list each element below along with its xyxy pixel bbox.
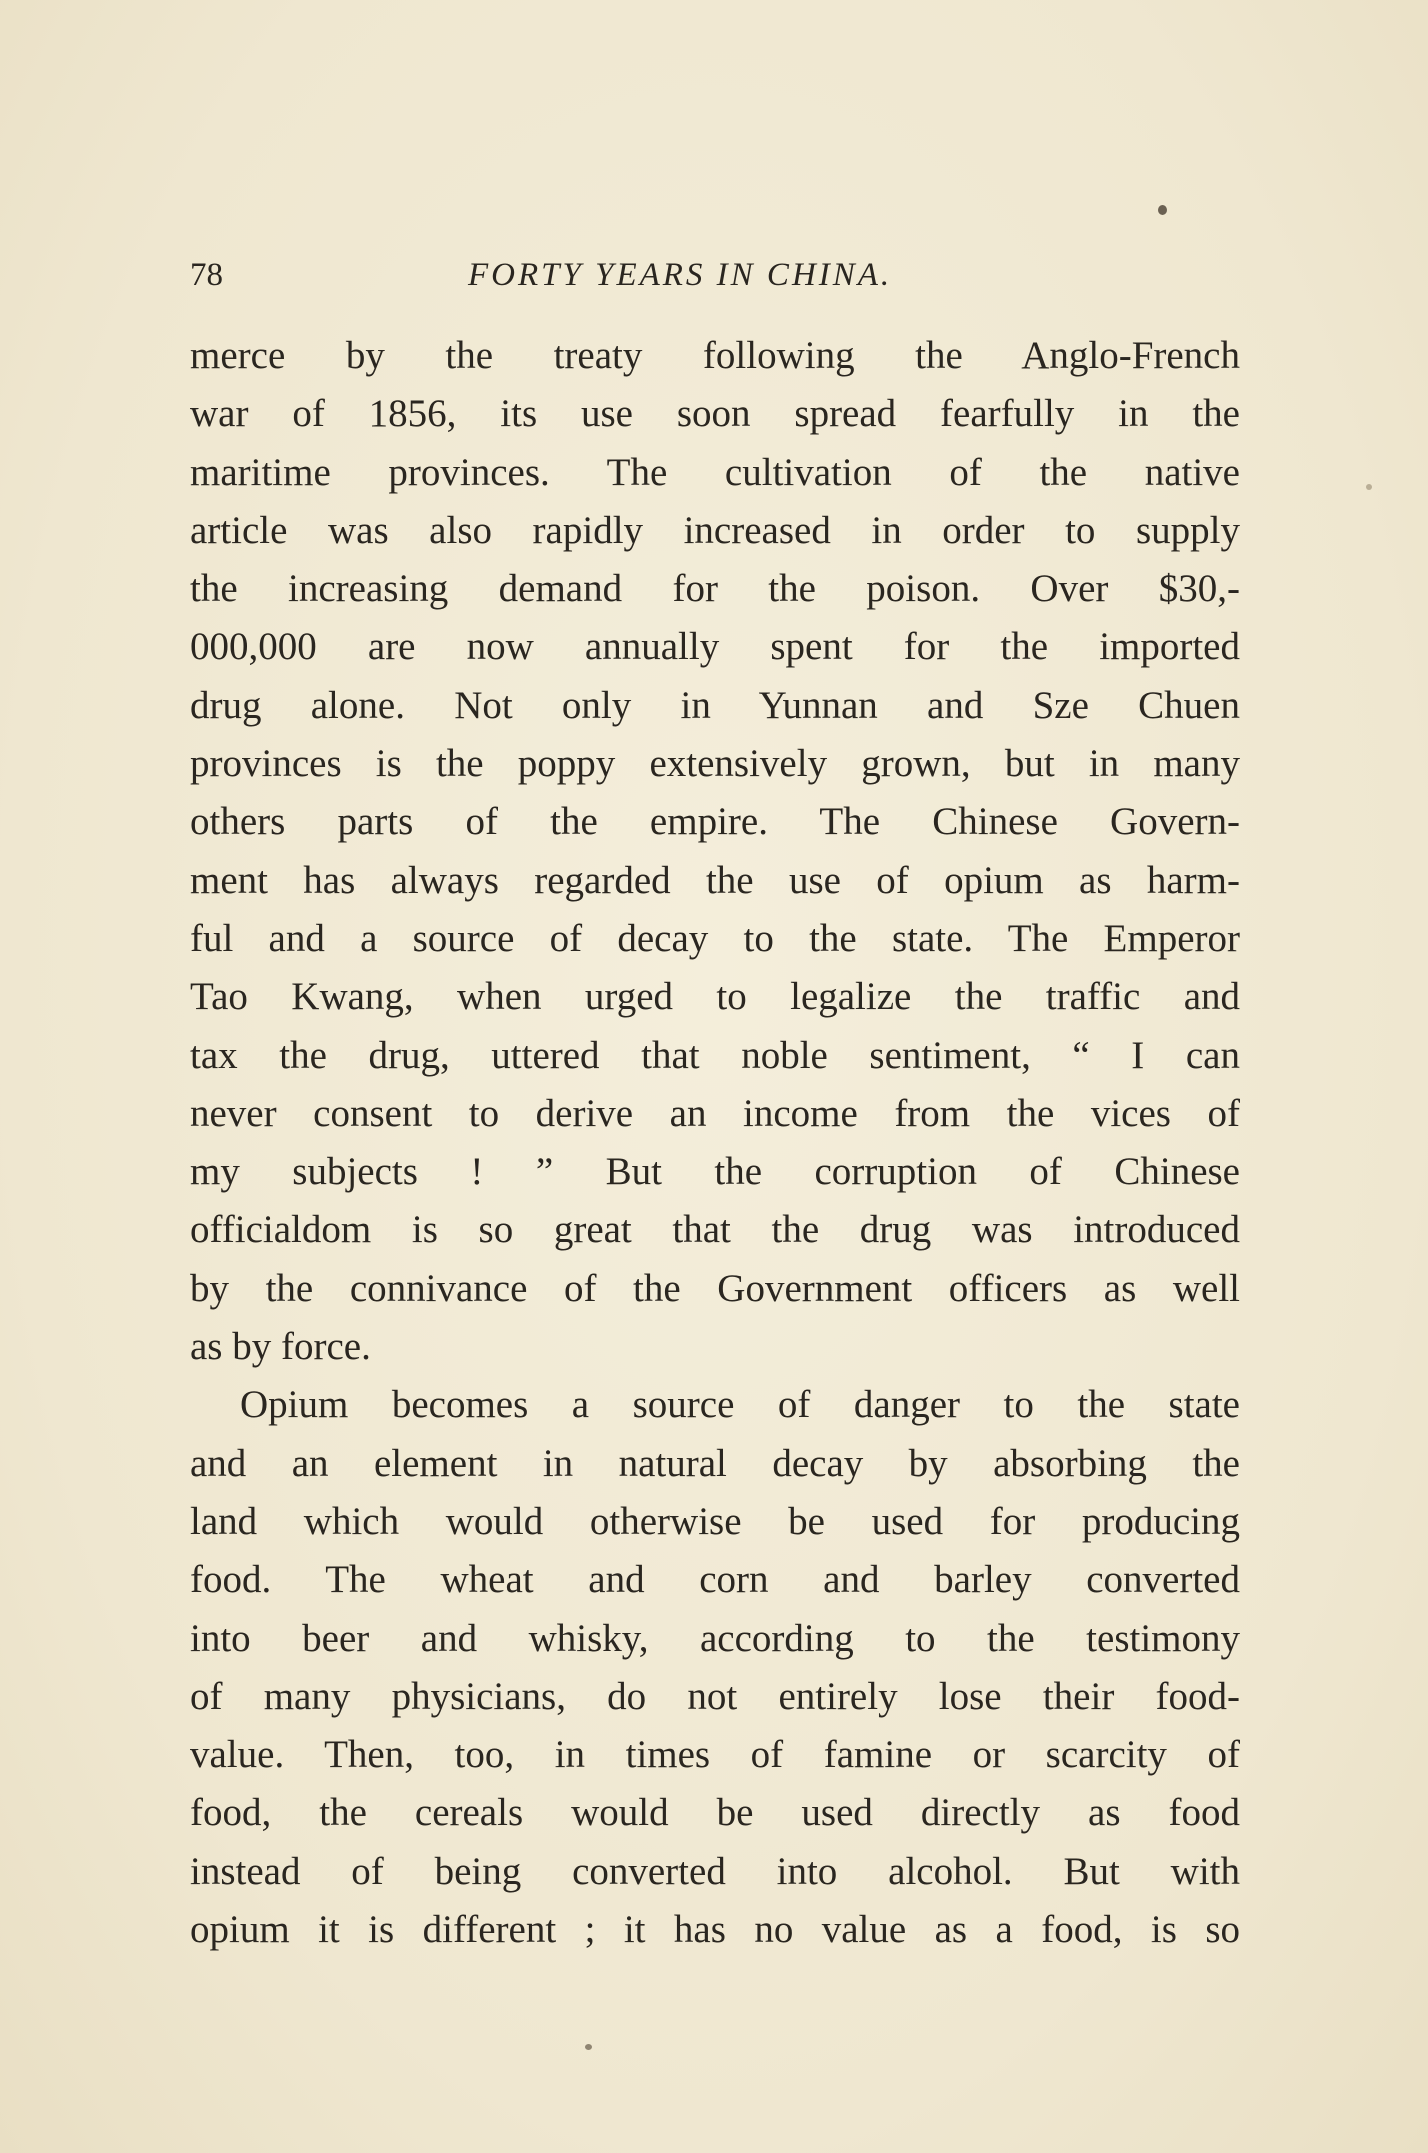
ink-spot	[585, 2044, 592, 2050]
text-line: drug alone. Not only in Yunnan and Sze Chuen	[190, 683, 1240, 727]
body-text	[190, 327, 1240, 1959]
text-line: others parts of the empire. The Chinese Govern-	[190, 800, 1240, 844]
text-line: ful and a source of decay to the state. The Emperor	[190, 916, 1240, 960]
text-line: 000,000 are now annually spent for the imported	[190, 625, 1240, 669]
text-line: tax the drug, uttered that noble sentiment, “ I can	[190, 1033, 1240, 1077]
text-line: opium it is different ; it has no value as a food, is so	[190, 1908, 1240, 1952]
text-line: value. Then, too, in times of famine or scarcity of	[190, 1733, 1240, 1777]
text-line: war of 1856, its use soon spread fearfully in the	[190, 392, 1240, 436]
text-line: by the connivance of the Government officers as well	[190, 1266, 1240, 1310]
text-line: food. The wheat and corn and barley converted	[190, 1558, 1240, 1602]
text-line: Tao Kwang, when urged to legalize the traffic and	[190, 975, 1240, 1019]
running-head: FORTY YEARS IN CHINA.	[468, 257, 893, 293]
text-line: maritime provinces. The cultivation of the native	[190, 450, 1240, 494]
text-line: instead of being converted into alcohol. But with	[190, 1849, 1240, 1893]
text-line: never consent to derive an income from the vices of	[190, 1091, 1240, 1135]
text-line: my subjects ! ” But the corruption of Chinese	[190, 1150, 1240, 1194]
page-number: 78	[190, 257, 223, 293]
text-line: officialdom is so great that the drug was introduced	[190, 1208, 1240, 1252]
text-line: land which would otherwise be used for producing	[190, 1499, 1240, 1543]
text-line: into beer and whisky, according to the testimony	[190, 1616, 1240, 1660]
ink-spot	[1366, 484, 1372, 490]
text-line: provinces is the poppy extensively grown, but in many	[190, 742, 1240, 786]
text-line: as by force.	[190, 1325, 371, 1369]
ink-spot	[1158, 205, 1167, 215]
text-line: food, the cereals would be used directly as food	[190, 1791, 1240, 1835]
page-header	[190, 250, 1240, 300]
text-line: merce by the treaty following the Anglo-French	[190, 334, 1240, 377]
text-line: and an element in natural decay by absorbing the	[190, 1441, 1240, 1485]
text-line: Opium becomes a source of danger to the state	[240, 1383, 1240, 1427]
text-line: of many physicians, do not entirely lose their food-	[190, 1674, 1240, 1718]
text-line: article was also rapidly increased in order to supply	[190, 508, 1240, 552]
text-line: the increasing demand for the poison. Over $30,-	[190, 567, 1240, 611]
text-line: ment has always regarded the use of opium as harm-	[190, 858, 1240, 902]
